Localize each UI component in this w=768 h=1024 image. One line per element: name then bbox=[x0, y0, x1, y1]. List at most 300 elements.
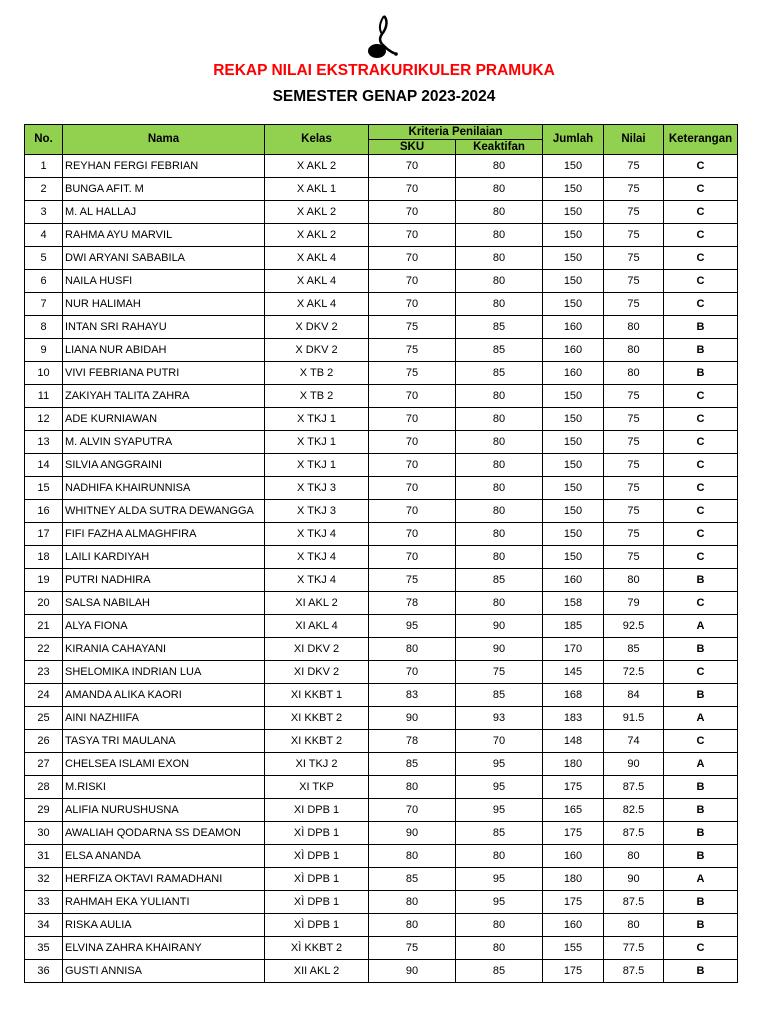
cell-no: 34 bbox=[25, 914, 63, 937]
cell-keterangan: C bbox=[664, 224, 738, 247]
table-row bbox=[25, 293, 738, 316]
cell-nama: M.RISKI bbox=[63, 776, 265, 799]
cell-nilai: 87.5 bbox=[604, 960, 664, 983]
table-row bbox=[25, 201, 738, 224]
cell-no: 23 bbox=[25, 661, 63, 684]
cell-sku: 70 bbox=[369, 293, 456, 316]
cell-no: 24 bbox=[25, 684, 63, 707]
cell-nilai: 75 bbox=[604, 155, 664, 178]
cell-kelas: X AKL 2 bbox=[265, 155, 369, 178]
cell-no: 15 bbox=[25, 477, 63, 500]
cell-keaktifan: 85 bbox=[456, 316, 543, 339]
cell-keterangan: C bbox=[664, 454, 738, 477]
cell-keaktifan: 95 bbox=[456, 891, 543, 914]
cell-jumlah: 155 bbox=[543, 937, 604, 960]
page-subtitle: SEMESTER GENAP 2023-2024 bbox=[272, 88, 496, 105]
cell-keaktifan: 95 bbox=[456, 868, 543, 891]
cell-sku: 70 bbox=[369, 431, 456, 454]
cell-sku: 75 bbox=[369, 362, 456, 385]
cell-keaktifan: 85 bbox=[456, 684, 543, 707]
cell-kelas: X AKL 4 bbox=[265, 247, 369, 270]
cell-keterangan: C bbox=[664, 592, 738, 615]
cell-no: 11 bbox=[25, 385, 63, 408]
cell-nilai: 84 bbox=[604, 684, 664, 707]
cell-kelas: XI AKL 4 bbox=[265, 615, 369, 638]
cell-jumlah: 160 bbox=[543, 569, 604, 592]
cell-sku: 70 bbox=[369, 408, 456, 431]
cell-no: 7 bbox=[25, 293, 63, 316]
cell-jumlah: 148 bbox=[543, 730, 604, 753]
cell-keaktifan: 80 bbox=[456, 454, 543, 477]
cell-sku: 70 bbox=[369, 661, 456, 684]
table-row bbox=[25, 891, 738, 914]
cell-keterangan: B bbox=[664, 362, 738, 385]
table-row bbox=[25, 937, 738, 960]
cell-keterangan: A bbox=[664, 615, 738, 638]
cell-jumlah: 150 bbox=[543, 454, 604, 477]
table-row bbox=[25, 155, 738, 178]
cell-kelas: XI KKBT 1 bbox=[265, 684, 369, 707]
cell-jumlah: 150 bbox=[543, 224, 604, 247]
table-row bbox=[25, 178, 738, 201]
cell-sku: 95 bbox=[369, 615, 456, 638]
cell-keterangan: C bbox=[664, 477, 738, 500]
cell-no: 33 bbox=[25, 891, 63, 914]
cell-nama: DWI ARYANI SABABILA bbox=[63, 247, 265, 270]
table-row bbox=[25, 799, 738, 822]
cell-nilai: 87.5 bbox=[604, 822, 664, 845]
col-header-jumlah: Jumlah bbox=[543, 125, 604, 155]
cell-keaktifan: 80 bbox=[456, 178, 543, 201]
cell-jumlah: 150 bbox=[543, 431, 604, 454]
cell-no: 4 bbox=[25, 224, 63, 247]
cell-sku: 70 bbox=[369, 155, 456, 178]
cell-nilai: 75 bbox=[604, 178, 664, 201]
cell-nama: AMANDA ALIKA KAORI bbox=[63, 684, 265, 707]
cell-keaktifan: 80 bbox=[456, 247, 543, 270]
cell-keaktifan: 93 bbox=[456, 707, 543, 730]
cell-no: 16 bbox=[25, 500, 63, 523]
cell-nilai: 72.5 bbox=[604, 661, 664, 684]
cell-keterangan: C bbox=[664, 546, 738, 569]
cell-nilai: 77.5 bbox=[604, 937, 664, 960]
cell-jumlah: 145 bbox=[543, 661, 604, 684]
cell-kelas: XI KKBT 2 bbox=[265, 730, 369, 753]
cell-jumlah: 165 bbox=[543, 799, 604, 822]
cell-no: 3 bbox=[25, 201, 63, 224]
cell-jumlah: 175 bbox=[543, 891, 604, 914]
cell-kelas: XÌ DPB 1 bbox=[265, 914, 369, 937]
cell-sku: 70 bbox=[369, 500, 456, 523]
cell-jumlah: 168 bbox=[543, 684, 604, 707]
cell-jumlah: 175 bbox=[543, 960, 604, 983]
cell-kelas: XI TKP bbox=[265, 776, 369, 799]
cell-no: 9 bbox=[25, 339, 63, 362]
cell-keterangan: A bbox=[664, 753, 738, 776]
cell-kelas: X DKV 2 bbox=[265, 316, 369, 339]
col-header-nama: Nama bbox=[63, 125, 265, 155]
cell-nilai: 90 bbox=[604, 753, 664, 776]
cell-keterangan: C bbox=[664, 500, 738, 523]
cell-nilai: 75 bbox=[604, 247, 664, 270]
cell-nilai: 75 bbox=[604, 408, 664, 431]
cell-sku: 70 bbox=[369, 523, 456, 546]
cell-kelas: X AKL 1 bbox=[265, 178, 369, 201]
cell-sku: 75 bbox=[369, 569, 456, 592]
cell-sku: 75 bbox=[369, 316, 456, 339]
cell-kelas: XI AKL 2 bbox=[265, 592, 369, 615]
cell-kelas: XÌ DPB 1 bbox=[265, 845, 369, 868]
table-row bbox=[25, 546, 738, 569]
cell-no: 27 bbox=[25, 753, 63, 776]
cell-no: 35 bbox=[25, 937, 63, 960]
cell-kelas: X TKJ 1 bbox=[265, 431, 369, 454]
cell-nilai: 75 bbox=[604, 385, 664, 408]
cell-kelas: XÌ DPB 1 bbox=[265, 822, 369, 845]
cell-jumlah: 185 bbox=[543, 615, 604, 638]
col-header-kriteria: Kriteria Penilaian bbox=[369, 125, 543, 140]
cell-keaktifan: 80 bbox=[456, 431, 543, 454]
cell-sku: 80 bbox=[369, 845, 456, 868]
col-header-keaktifan: Keaktifan bbox=[456, 140, 543, 155]
cell-keterangan: C bbox=[664, 661, 738, 684]
table-body bbox=[25, 155, 738, 983]
cell-no: 14 bbox=[25, 454, 63, 477]
cell-nama: HERFIZA OKTAVI RAMADHANI bbox=[63, 868, 265, 891]
cell-keterangan: A bbox=[664, 868, 738, 891]
cell-nilai: 75 bbox=[604, 201, 664, 224]
cell-jumlah: 150 bbox=[543, 546, 604, 569]
cell-kelas: XÌ DPB 1 bbox=[265, 868, 369, 891]
cell-sku: 90 bbox=[369, 707, 456, 730]
col-header-kelas: Kelas bbox=[265, 125, 369, 155]
table-row bbox=[25, 523, 738, 546]
cell-no: 28 bbox=[25, 776, 63, 799]
table-row bbox=[25, 845, 738, 868]
cell-nama: NAILA HUSFI bbox=[63, 270, 265, 293]
cell-nama: ELVINA ZAHRA KHAIRANY bbox=[63, 937, 265, 960]
cell-sku: 78 bbox=[369, 730, 456, 753]
cell-kelas: X TKJ 4 bbox=[265, 569, 369, 592]
table-row bbox=[25, 247, 738, 270]
cell-keaktifan: 80 bbox=[456, 546, 543, 569]
table-row bbox=[25, 684, 738, 707]
cell-sku: 85 bbox=[369, 753, 456, 776]
cell-kelas: XII AKL 2 bbox=[265, 960, 369, 983]
cell-no: 8 bbox=[25, 316, 63, 339]
cell-keterangan: B bbox=[664, 776, 738, 799]
cell-nilai: 80 bbox=[604, 845, 664, 868]
cell-keterangan: C bbox=[664, 247, 738, 270]
cell-keaktifan: 90 bbox=[456, 615, 543, 638]
table-row bbox=[25, 454, 738, 477]
cell-nama: SHELOMIKA INDRIAN LUA bbox=[63, 661, 265, 684]
cell-nama: M. AL HALLAJ bbox=[63, 201, 265, 224]
cell-keaktifan: 85 bbox=[456, 569, 543, 592]
cell-no: 12 bbox=[25, 408, 63, 431]
table-row bbox=[25, 730, 738, 753]
cell-nilai: 80 bbox=[604, 362, 664, 385]
cell-jumlah: 150 bbox=[543, 201, 604, 224]
cell-kelas: XÌ KKBT 2 bbox=[265, 937, 369, 960]
table-row bbox=[25, 339, 738, 362]
cell-sku: 70 bbox=[369, 546, 456, 569]
cell-jumlah: 160 bbox=[543, 316, 604, 339]
cell-nama: NADHIFA KHAIRUNNISA bbox=[63, 477, 265, 500]
cell-nama: RAHMAH EKA YULIANTI bbox=[63, 891, 265, 914]
cell-nama: GUSTI ANNISA bbox=[63, 960, 265, 983]
cell-sku: 80 bbox=[369, 914, 456, 937]
cell-kelas: X TB 2 bbox=[265, 362, 369, 385]
cell-nilai: 87.5 bbox=[604, 891, 664, 914]
cell-nilai: 75 bbox=[604, 500, 664, 523]
cell-sku: 80 bbox=[369, 638, 456, 661]
cell-no: 32 bbox=[25, 868, 63, 891]
cell-keaktifan: 80 bbox=[456, 270, 543, 293]
cell-no: 29 bbox=[25, 799, 63, 822]
table-row bbox=[25, 776, 738, 799]
cell-no: 36 bbox=[25, 960, 63, 983]
cell-nama: ALYA FIONA bbox=[63, 615, 265, 638]
cell-sku: 70 bbox=[369, 178, 456, 201]
cell-jumlah: 180 bbox=[543, 868, 604, 891]
cell-keaktifan: 70 bbox=[456, 730, 543, 753]
cell-sku: 85 bbox=[369, 868, 456, 891]
cell-sku: 80 bbox=[369, 776, 456, 799]
cell-sku: 70 bbox=[369, 385, 456, 408]
cell-keaktifan: 80 bbox=[456, 408, 543, 431]
cell-nilai: 75 bbox=[604, 523, 664, 546]
cell-nama: KIRANIA CAHAYANI bbox=[63, 638, 265, 661]
cell-keterangan: B bbox=[664, 822, 738, 845]
cell-kelas: X DKV 2 bbox=[265, 339, 369, 362]
cell-sku: 70 bbox=[369, 201, 456, 224]
cell-nama: REYHAN FERGI FEBRIAN bbox=[63, 155, 265, 178]
cell-kelas: X AKL 2 bbox=[265, 224, 369, 247]
cell-nama: ALIFIA NURUSHUSNA bbox=[63, 799, 265, 822]
cell-keterangan: C bbox=[664, 408, 738, 431]
cell-nama: ADE KURNIAWAN bbox=[63, 408, 265, 431]
cell-nilai: 80 bbox=[604, 339, 664, 362]
cell-jumlah: 160 bbox=[543, 845, 604, 868]
cell-keaktifan: 80 bbox=[456, 845, 543, 868]
cell-kelas: X AKL 4 bbox=[265, 270, 369, 293]
cell-nama: FIFI FAZHA ALMAGHFIRA bbox=[63, 523, 265, 546]
cell-keterangan: C bbox=[664, 293, 738, 316]
cell-nilai: 75 bbox=[604, 293, 664, 316]
cell-jumlah: 175 bbox=[543, 822, 604, 845]
cell-jumlah: 150 bbox=[543, 270, 604, 293]
cell-kelas: X TKJ 1 bbox=[265, 454, 369, 477]
cell-keaktifan: 80 bbox=[456, 937, 543, 960]
cell-kelas: X AKL 2 bbox=[265, 201, 369, 224]
cell-nilai: 75 bbox=[604, 454, 664, 477]
table-row bbox=[25, 270, 738, 293]
cell-nilai: 80 bbox=[604, 316, 664, 339]
cell-sku: 83 bbox=[369, 684, 456, 707]
cell-keaktifan: 80 bbox=[456, 477, 543, 500]
cell-kelas: XI TKJ 2 bbox=[265, 753, 369, 776]
cell-no: 26 bbox=[25, 730, 63, 753]
cell-sku: 78 bbox=[369, 592, 456, 615]
cell-nilai: 75 bbox=[604, 431, 664, 454]
cell-nama: RISKA AULIA bbox=[63, 914, 265, 937]
table-row bbox=[25, 868, 738, 891]
cell-keterangan: C bbox=[664, 201, 738, 224]
cell-no: 25 bbox=[25, 707, 63, 730]
cell-jumlah: 183 bbox=[543, 707, 604, 730]
table-row bbox=[25, 592, 738, 615]
cell-sku: 70 bbox=[369, 477, 456, 500]
cell-nilai: 80 bbox=[604, 569, 664, 592]
col-header-no: No. bbox=[25, 125, 63, 155]
cell-nama: SALSA NABILAH bbox=[63, 592, 265, 615]
cell-sku: 75 bbox=[369, 937, 456, 960]
cell-kelas: X TKJ 4 bbox=[265, 523, 369, 546]
cell-nama: WHITNEY ALDA SUTRA DEWANGGA bbox=[63, 500, 265, 523]
cell-keterangan: A bbox=[664, 707, 738, 730]
cell-keterangan: B bbox=[664, 569, 738, 592]
cell-keterangan: C bbox=[664, 730, 738, 753]
table-row bbox=[25, 914, 738, 937]
cell-nama: LIANA NUR ABIDAH bbox=[63, 339, 265, 362]
cell-sku: 70 bbox=[369, 247, 456, 270]
table-row bbox=[25, 960, 738, 983]
cell-jumlah: 150 bbox=[543, 385, 604, 408]
table-row bbox=[25, 408, 738, 431]
cell-no: 20 bbox=[25, 592, 63, 615]
cell-jumlah: 150 bbox=[543, 523, 604, 546]
cell-no: 1 bbox=[25, 155, 63, 178]
cell-nama: NUR HALIMAH bbox=[63, 293, 265, 316]
cell-jumlah: 150 bbox=[543, 293, 604, 316]
cell-keaktifan: 85 bbox=[456, 822, 543, 845]
cell-keaktifan: 80 bbox=[456, 224, 543, 247]
cell-nilai: 75 bbox=[604, 270, 664, 293]
cell-nama: LAILI KARDIYAH bbox=[63, 546, 265, 569]
pramuka-tunas-kelapa-logo-icon bbox=[364, 14, 398, 62]
col-header-sku: SKU bbox=[369, 140, 456, 155]
table-row bbox=[25, 822, 738, 845]
cell-keterangan: C bbox=[664, 155, 738, 178]
cell-no: 22 bbox=[25, 638, 63, 661]
cell-sku: 90 bbox=[369, 822, 456, 845]
cell-keterangan: C bbox=[664, 431, 738, 454]
col-header-keterangan: Keterangan bbox=[664, 125, 738, 155]
cell-no: 19 bbox=[25, 569, 63, 592]
cell-no: 5 bbox=[25, 247, 63, 270]
cell-no: 13 bbox=[25, 431, 63, 454]
cell-no: 6 bbox=[25, 270, 63, 293]
cell-sku: 70 bbox=[369, 799, 456, 822]
cell-kelas: X TKJ 3 bbox=[265, 500, 369, 523]
cell-nilai: 91.5 bbox=[604, 707, 664, 730]
cell-keaktifan: 80 bbox=[456, 592, 543, 615]
cell-no: 31 bbox=[25, 845, 63, 868]
cell-keterangan: B bbox=[664, 638, 738, 661]
cell-nama: AINI NAZHIIFA bbox=[63, 707, 265, 730]
cell-kelas: X AKL 4 bbox=[265, 293, 369, 316]
col-header-nilai: Nilai bbox=[604, 125, 664, 155]
cell-keterangan: C bbox=[664, 270, 738, 293]
cell-sku: 75 bbox=[369, 339, 456, 362]
cell-keaktifan: 80 bbox=[456, 914, 543, 937]
cell-nama: BUNGA AFIT. M bbox=[63, 178, 265, 201]
cell-nama: TASYA TRI MAULANA bbox=[63, 730, 265, 753]
table-row bbox=[25, 707, 738, 730]
cell-keaktifan: 95 bbox=[456, 776, 543, 799]
cell-keterangan: B bbox=[664, 799, 738, 822]
cell-kelas: XI DKV 2 bbox=[265, 661, 369, 684]
cell-keterangan: B bbox=[664, 316, 738, 339]
page-title: REKAP NILAI EKSTRAKURIKULER PRAMUKA bbox=[213, 62, 555, 79]
cell-nama: ELSA ANANDA bbox=[63, 845, 265, 868]
cell-keaktifan: 90 bbox=[456, 638, 543, 661]
cell-sku: 90 bbox=[369, 960, 456, 983]
cell-nilai: 80 bbox=[604, 914, 664, 937]
cell-jumlah: 150 bbox=[543, 178, 604, 201]
cell-kelas: XI KKBT 2 bbox=[265, 707, 369, 730]
cell-keaktifan: 95 bbox=[456, 753, 543, 776]
cell-nama: M. ALVIN SYAPUTRA bbox=[63, 431, 265, 454]
cell-keaktifan: 85 bbox=[456, 960, 543, 983]
cell-nilai: 75 bbox=[604, 224, 664, 247]
cell-kelas: XÌ DPB 1 bbox=[265, 891, 369, 914]
cell-nilai: 90 bbox=[604, 868, 664, 891]
cell-nama: ZAKIYAH TALITA ZAHRA bbox=[63, 385, 265, 408]
cell-keaktifan: 80 bbox=[456, 523, 543, 546]
cell-nama: CHELSEA ISLAMI EXON bbox=[63, 753, 265, 776]
cell-keterangan: C bbox=[664, 523, 738, 546]
cell-no: 30 bbox=[25, 822, 63, 845]
cell-jumlah: 150 bbox=[543, 155, 604, 178]
cell-keaktifan: 75 bbox=[456, 661, 543, 684]
cell-nama: SILVIA ANGGRAINI bbox=[63, 454, 265, 477]
table-row bbox=[25, 224, 738, 247]
cell-keaktifan: 85 bbox=[456, 339, 543, 362]
cell-nama: VIVI FEBRIANA PUTRI bbox=[63, 362, 265, 385]
cell-jumlah: 160 bbox=[543, 914, 604, 937]
cell-nilai: 82.5 bbox=[604, 799, 664, 822]
cell-jumlah: 170 bbox=[543, 638, 604, 661]
cell-nama: AWALIAH QODARNA SS DEAMON bbox=[63, 822, 265, 845]
cell-kelas: X TKJ 4 bbox=[265, 546, 369, 569]
cell-keaktifan: 80 bbox=[456, 155, 543, 178]
cell-sku: 70 bbox=[369, 224, 456, 247]
cell-keterangan: B bbox=[664, 339, 738, 362]
cell-keterangan: C bbox=[664, 385, 738, 408]
table-row bbox=[25, 316, 738, 339]
table-row bbox=[25, 753, 738, 776]
cell-jumlah: 150 bbox=[543, 247, 604, 270]
cell-keterangan: B bbox=[664, 914, 738, 937]
cell-nilai: 75 bbox=[604, 546, 664, 569]
cell-jumlah: 160 bbox=[543, 339, 604, 362]
cell-nilai: 75 bbox=[604, 477, 664, 500]
cell-keaktifan: 80 bbox=[456, 500, 543, 523]
cell-nama: RAHMA AYU MARVIL bbox=[63, 224, 265, 247]
cell-keaktifan: 85 bbox=[456, 362, 543, 385]
cell-nilai: 92.5 bbox=[604, 615, 664, 638]
cell-no: 2 bbox=[25, 178, 63, 201]
cell-nilai: 74 bbox=[604, 730, 664, 753]
table-row bbox=[25, 661, 738, 684]
cell-kelas: XI DKV 2 bbox=[265, 638, 369, 661]
cell-no: 17 bbox=[25, 523, 63, 546]
cell-jumlah: 160 bbox=[543, 362, 604, 385]
cell-keaktifan: 80 bbox=[456, 293, 543, 316]
cell-keaktifan: 95 bbox=[456, 799, 543, 822]
